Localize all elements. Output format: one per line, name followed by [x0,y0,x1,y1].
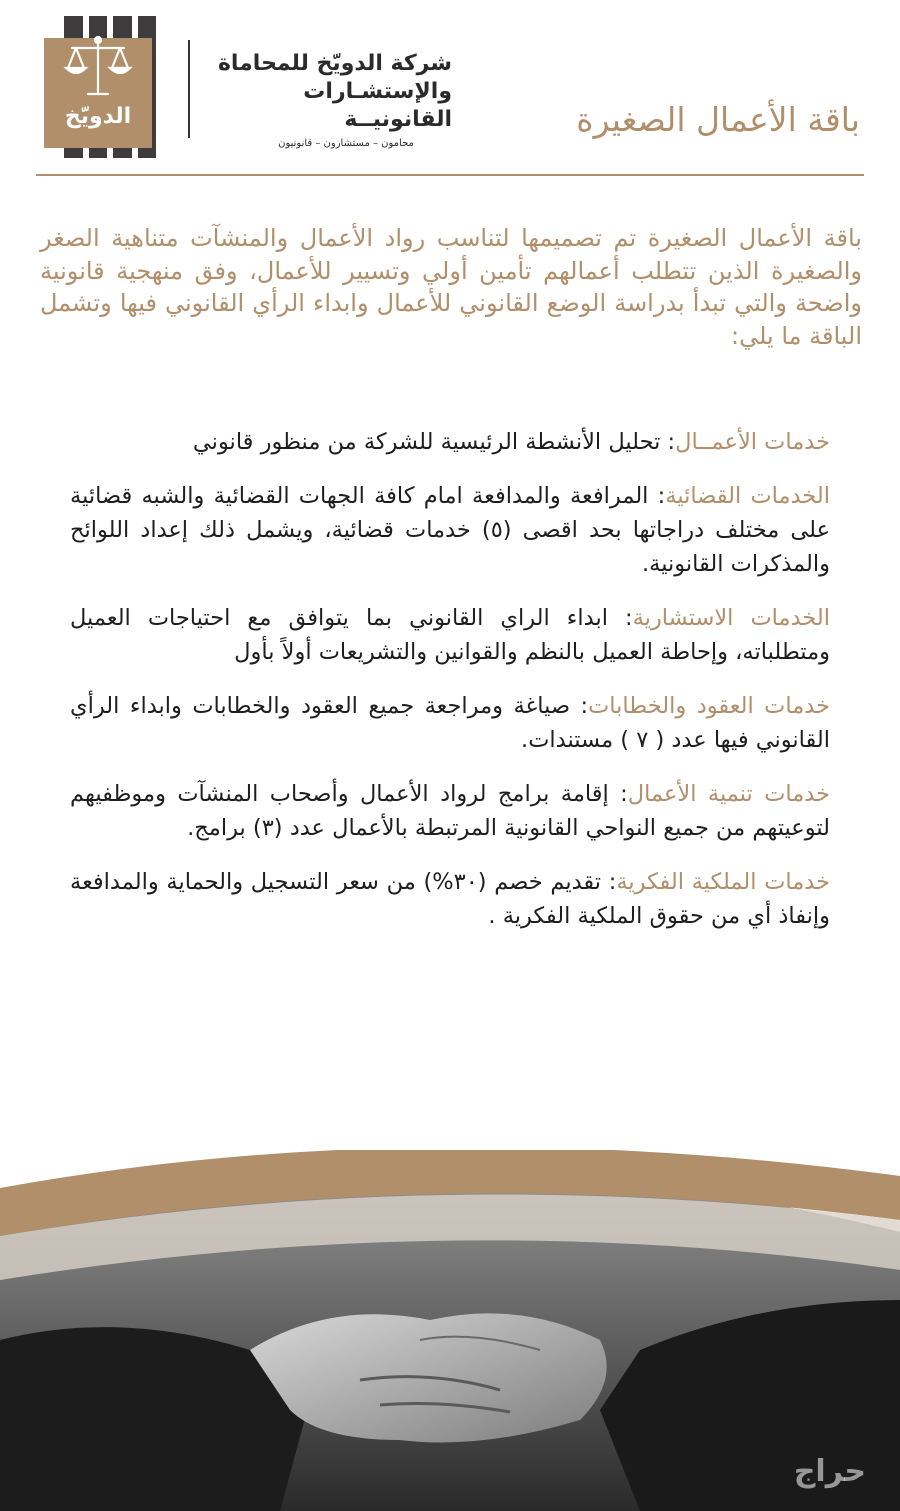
service-item-development: خدمات تنمية الأعمال: إقامة برامج لرواد الأعمال وأصحاب المنشآت وموظفيهم لتوعيتهم من جميع النواحي القانونية المرتبطة بالأعمال عدد (٣) برامج. [70,781,831,841]
scales-of-justice-icon [62,32,134,102]
firm-name-line2: والإستشـارات القانونيــة [303,79,452,132]
header-divider [188,40,190,138]
firm-name-line1: شركة الدويّخ للمحاماة [217,51,452,76]
logo-text: الدويّخ [64,104,132,129]
service-label: خدمات الأعمــال [675,429,830,455]
service-item-business: خدمات الأعمــال: تحليل الأنشطة الرئيسية للشركة من منظور قانوني [192,429,830,455]
service-item-consulting: الخدمات الاستشارية: ابداء الراي القانوني بما يتوافق مع احتياجات العميل ومتطلباته، وإحاطة العميل بالنظم والقوانين والتشريعات أولاً بأول [70,605,831,665]
firm-name-block [200,50,452,149]
service-item-ip: خدمات الملكية الفكرية: تقديم خصم (٣٠%) من سعر التسجيل والحماية والمدافعة وإنفاذ أي من حقوق الملكية الفكرية . [70,869,831,929]
header-rule [36,174,864,176]
service-label: خدمات الملكية الفكرية [616,869,831,895]
service-label: الخدمات القضائية [665,483,831,509]
service-label: خدمات العقود والخطابات [588,693,830,719]
service-text: تقديم خصم (٣٠%) من سعر التسجيل والحماية والمدافعة وإنفاذ أي من حقوق الملكية الفكرية . [70,869,830,929]
footer-image [0,1150,900,1511]
service-text: إقامة برامج لرواد الأعمال وأصحاب المنشآت وموظفيهم لتوعيتهم من جميع النواحي القانونية المرتبطة بالأعمال عدد (٣) برامج. [70,781,830,841]
service-text: المرافعة والمدافعة امام كافة الجهات القضائية والشبه قضائية على مختلف دراجاتها بحد اقصى (٥) خدمات قضائية، ويشمل ذلك إعداد اللوائح والمذكرات القانونية. [70,483,830,577]
service-item-judicial: الخدمات القضائية: المرافعة والمدافعة امام كافة الجهات القضائية والشبه قضائية على مختلف دراجاتها بحد اقصى (٥) خدمات قضائية، ويشمل ذلك إعداد اللوائح والمذكرات القانونية. [70,483,831,577]
firm-tagline: محامون – مستشارون – قانونيون [278,138,414,149]
page-title: باقة الأعمال الصغيرة [576,100,860,139]
handshake-photo [0,1150,900,1511]
service-item-contracts: خدمات العقود والخطابات: صياغة ومراجعة جميع العقود والخطابات وابداء الرأي القانوني فيها عدد ( ٧ ) مستندات. [70,693,830,753]
services-list [70,425,830,953]
service-text: صياغة ومراجعة جميع العقود والخطابات وابداء الرأي القانوني فيها عدد ( ٧ ) مستندات. [70,693,830,753]
service-text: تحليل الأنشطة الرئيسية للشركة من منظور قانوني [192,429,661,455]
service-text: ابداء الراي القانوني بما يتوافق مع احتياجات العميل ومتطلباته، وإحاطة العميل بالنظم والقوانين والتشريعات أولاً بأول [70,605,830,665]
firm-logo [44,16,156,158]
service-label: الخدمات الاستشارية [632,605,831,631]
watermark-text: حراج [793,1454,866,1489]
service-label: خدمات تنمية الأعمال [627,781,831,807]
header [0,0,900,180]
intro-paragraph: باقة الأعمال الصغيرة تم تصميمها لتناسب رواد الأعمال والمنشآت متناهية الصغر والصغيرة الذين تتطلب أعمالهم تأمين أولي وتسيير للأعمال، وفق منهجية قانونية واضحة والتي تبدأ بدراسة الوضع القانوني للأعمال وابداء الرأي القانوني فيها وتشمل الباقة ما يلي: [40,224,862,350]
